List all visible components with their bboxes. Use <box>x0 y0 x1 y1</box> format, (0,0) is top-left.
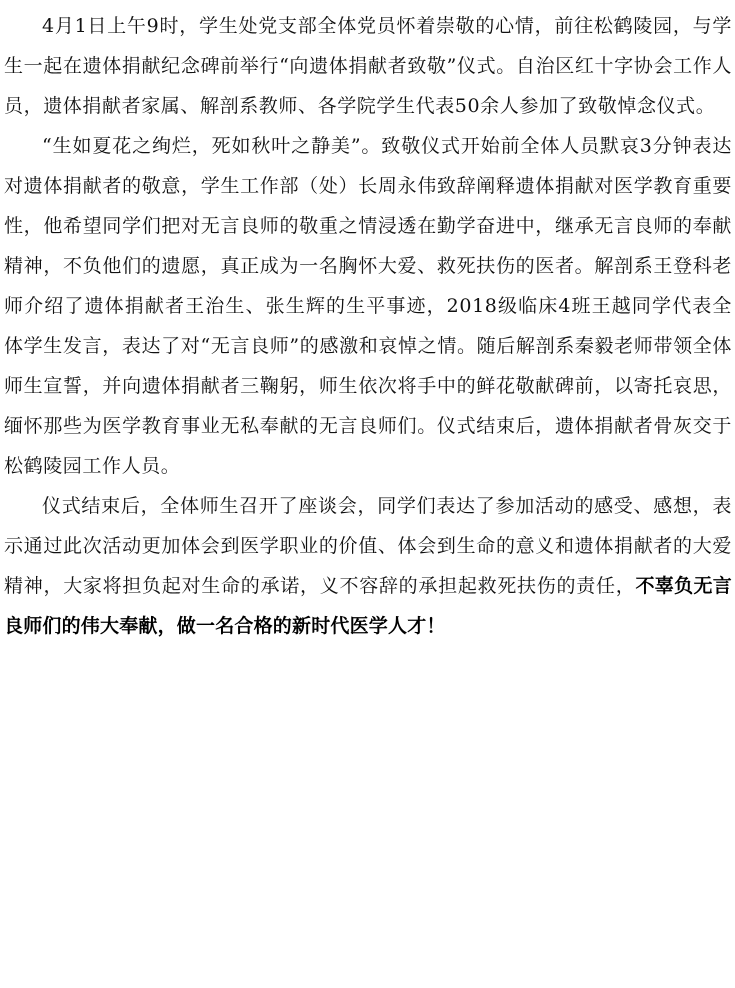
paragraph-ceremony-intro <box>4 6 732 126</box>
paragraph-text: “生如夏花之绚烂，死如秋叶之静美”。致敬仪式开始前全体人员默哀3分钟表达对遗体捐献者的敬意，学生工作部（处）长周永伟致辞阐释遗体捐献对医学教育重要性，他希望同学们把对无言良师的敬重之情浸透在勤学奋进中，继承无言良师的奉献精神，不负他们的遗愿，真正成为一名胸怀大爱、救死扶伤的医者。解剖系王登科老师介绍了遗体捐献者王治生、张生辉的生平事迹，2018级临床4班王越同学代表全体学生发言，表达了对“无言良师”的感激和哀悼之情。随后解剖系秦毅老师带领全体师生宣誓，并向遗体捐献者三鞠躬，师生依次将手中的鲜花敬献碑前，以寄托哀思，缅怀那些为医学教育事业无私奉献的无言良师们。仪式结束后，遗体捐献者骨灰交于松鹤陵园工作人员。 <box>4 135 732 477</box>
paragraph-ceremony-process <box>4 126 732 486</box>
paragraph-text: 仪式结束后，全体师生召开了座谈会，同学们表达了参加活动的感受、感想，表示通过此次活动更加体会到医学职业的价值、体会到生命的意义和遗体捐献者的大爱精神，大家将担负起对生命的承诺，义不容辞的承担起救死扶伤的责任， <box>4 495 732 597</box>
paragraph-symposium <box>4 486 732 646</box>
emphasized-closing-text: 不辜负无言良师们的伟大奉献，做一名合格的新时代医学人才！ <box>4 575 732 637</box>
paragraph-text: 4月1日上午9时，学生处党支部全体党员怀着崇敬的心情，前往松鹤陵园，与学生一起在遗体捐献纪念碑前举行“向遗体捐献者致敬”仪式。自治区红十字协会工作人员，遗体捐献者家属、解剖系教师、各学院学生代表50余人参加了致敬悼念仪式。 <box>4 15 732 117</box>
